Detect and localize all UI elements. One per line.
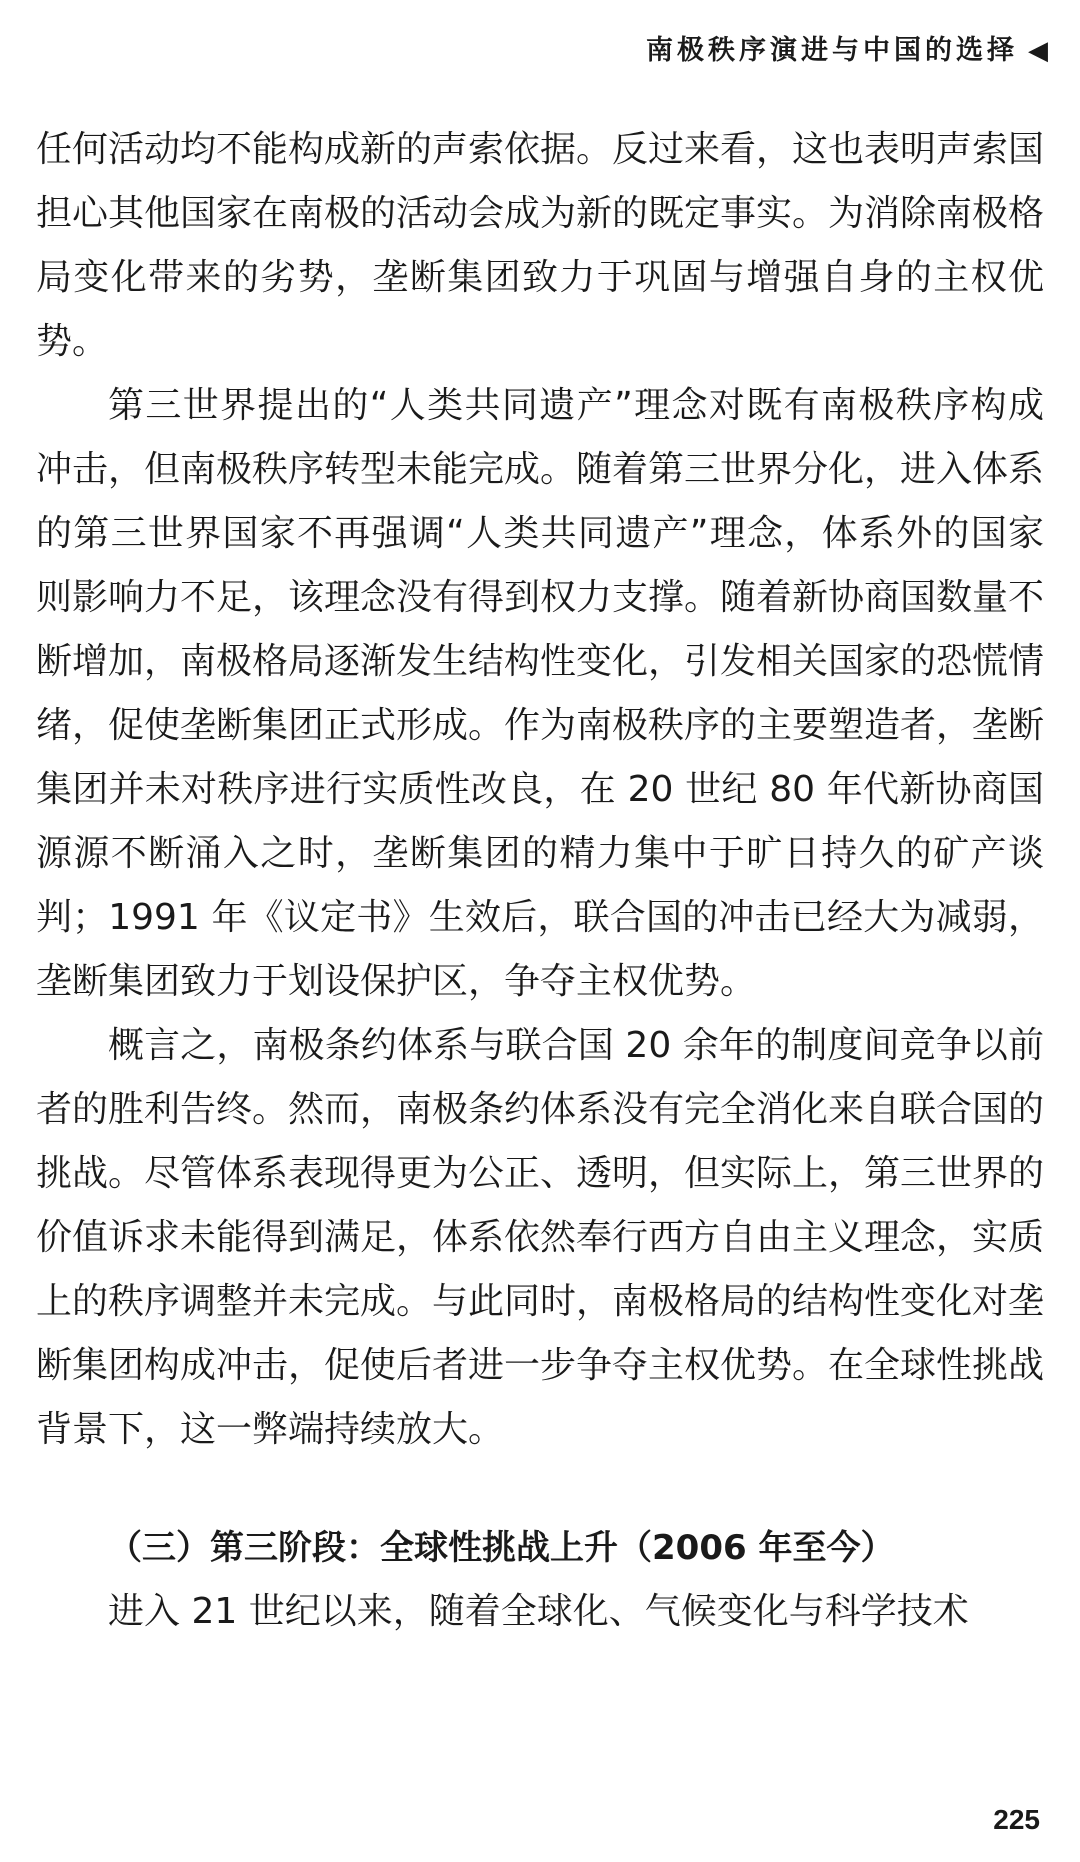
paragraph-section-start: 进入 21 世纪以来，随着全球化、气候变化与科学技术 [108,1591,969,1632]
paragraph-second: 第三世界提出的“人类共同遗产”理念对既有南极秩序构成冲击，但南极秩序转型未能完成。随着第三世界分化，进入体系的第三世界国家不再强调“人类共同遗产”理念，体系外的国家则影响力不足，该理念没有得到权力支撑。随着新协商国数量不断增加，南极格局逐渐发生结构性变化，引发相关国家的恐慌情绪，促使垄断集团正式形成。作为南极秩序的主要塑造者，垄断集团并未对秩序进行实质性改良，在 20 世纪 80 年代新协商国源源不断涌入之时，垄断集团的精力集中于旷日持久的矿产谈判；1991 年《议定书》生效后，联合国的冲击已经大为减弱，垄断集团致力于划设保护区，争夺主权优势。 [36,385,1045,1002]
paragraph-continued: 任何活动均不能构成新的声索依据。反过来看，这也表明声索国担心其他国家在南极的活动会成为新的既定事实。为消除南极格局变化带来的劣势，垄断集团致力于巩固与增强自身的主权优势。 [36,129,1045,362]
page-number: 225 [993,1804,1040,1835]
header-marker-icon: ◀ [1028,36,1048,66]
page-body [36,118,1044,1644]
running-header [646,28,1048,67]
running-title: 南极秩序演进与中国的选择 [646,35,1018,66]
section-heading: （三）第三阶段：全球性挑战上升（2006 年至今） [108,1528,895,1568]
paragraph-third: 概言之，南极条约体系与联合国 20 余年的制度间竞争以前者的胜利告终。然而，南极条约体系没有完全消化来自联合国的挑战。尽管体系表现得更为公正、透明，但实际上，第三世界的价值诉求未能得到满足，体系依然奉行西方自由主义理念，实质上的秩序调整并未完成。与此同时，南极格局的结构性变化对垄断集团构成冲击，促使后者进一步争夺主权优势。在全球性挑战背景下，这一弊端持续放大。 [36,1025,1045,1450]
